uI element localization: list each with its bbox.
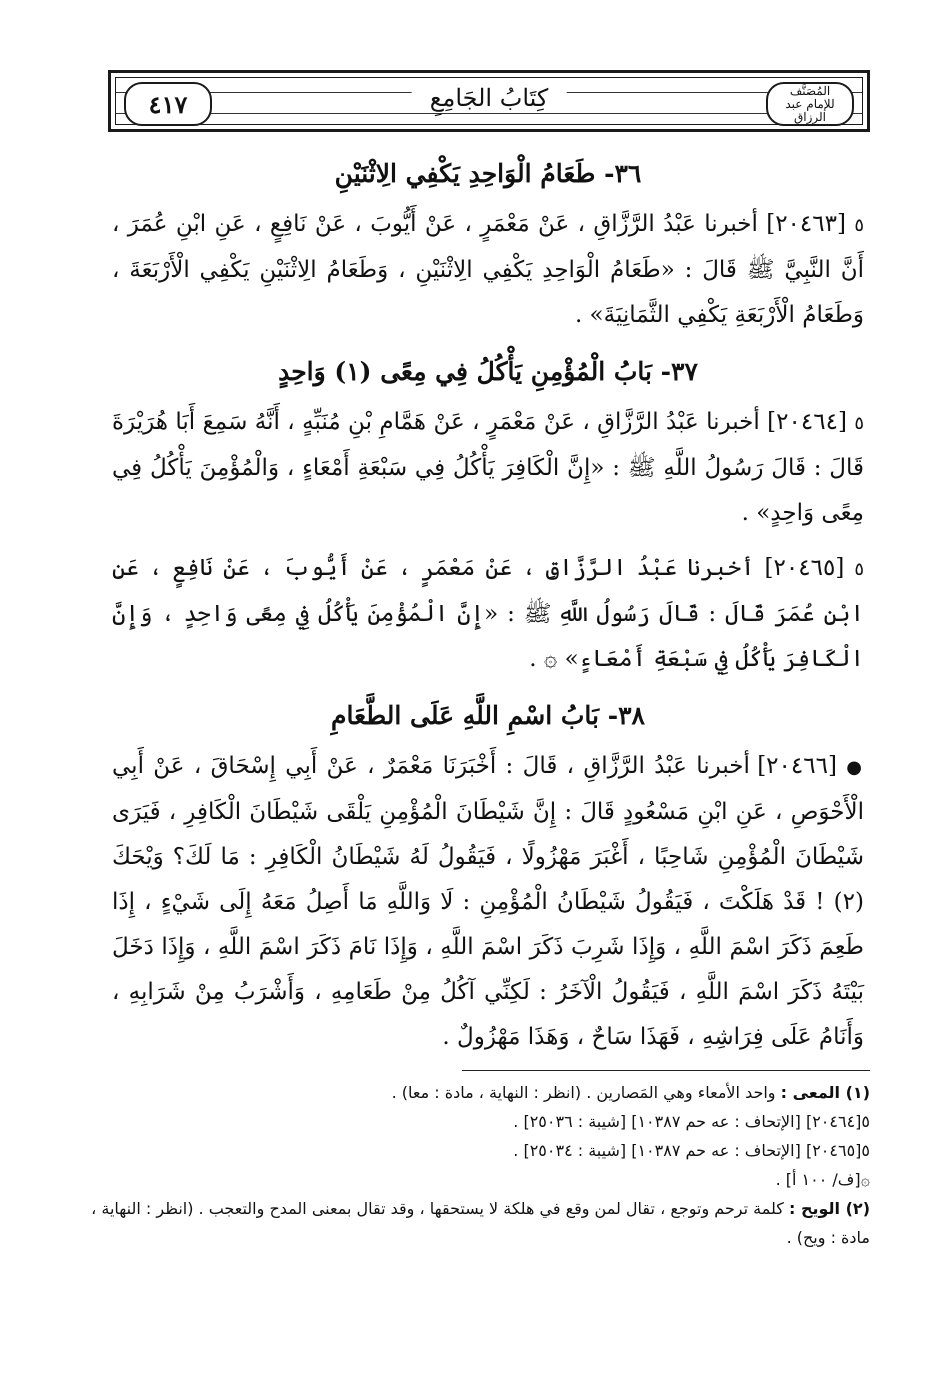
publisher-logo (766, 82, 854, 126)
footnote (90, 1194, 870, 1252)
page-number: ٤١٧ (148, 89, 188, 119)
hadith-text: [٢٠٤٦٦] أخبرنا عَبْدُ الرَّزَّاقِ ، قَالَ : أَخْبَرَنَا مَعْمَرٌ ، عَنْ أَبِي إِسْحَاقَ ، عَنْ أَبِي الْأَحْوَصِ ، عَنِ ابْنِ مَسْعُودٍ قَالَ : إِنَّ شَيْطَانَ الْمُؤْمِنِ يَلْقَى شَيْطَانَ الْكَافِرِ ، فَيَرَى شَيْطَانَ الْمُؤْمِنِ شَاحِبًا ، أَغْبَرَ مَهْزُولًا ، فَيَقُولُ لَهُ شَيْطَانُ الْكَافِرِ : مَا لَكَ؟ وَيْحَكَ (٢) ! قَدْ هَلَكْتَ ، فَيَقُولُ شَيْطَانُ الْمُؤْمِنِ : لَا وَاللَّهِ مَا أَصِلُ مَعَهُ إِلَى شَيْءٍ ، إِذَا طَعِمَ ذَكَرَ اسْمَ اللَّهِ ، وَإِذَا شَرِبَ ذَكَرَ اسْمَ اللَّهِ ، وَإِذَا نَامَ ذَكَرَ اسْمَ اللَّهِ ، وَإِذَا دَخَلَ بَيْتَهُ ذَكَرَ اسْمَ اللَّهِ ، فَيَقُولُ الْآخَرُ : لَكِنِّي آكُلُ مِنْ طَعَامِهِ ، وَأَشْرَبُ مِنْ شَرَابِهِ ، وَأَنَامُ عَلَى فِرَاشِهِ ، فَهَذَا سَاحٌ ، وَهَذَا مَهْزُولٌ . (112, 753, 864, 1050)
hadith-marker: ٥ (854, 215, 864, 236)
footnote (90, 1107, 870, 1136)
section-37 (112, 348, 864, 682)
hadith-paragraph (112, 202, 864, 338)
book-title: كِتَابُ الجَامِعِ (412, 84, 567, 112)
hadith-text: [٢٠٤٦٥] أخبرنا عَبْدُ الرَّزَّاقِ ، عَنْ مَعْمَرٍ ، عَنْ أَيُّوبَ ، عَنْ نَافِعٍ ، عَنِ ابْنِ عُمَرَ قَالَ : قَالَ رَسُولُ اللَّهِ ﷺ : «إِنَّ الْمُؤْمِنَ يَأْكُلُ فِي مِعًى وَاحِدٍ ، وَإِنَّ الْكَافِرَ يَأْكُلُ فِي سَبْعَةِ أَمْعَاءٍ» ۞ . (112, 555, 864, 672)
hadith-marker: ٥ (854, 413, 864, 434)
hadith-text: [٢٠٤٦٣] أخبرنا عَبْدُ الرَّزَّاقِ ، عَنْ مَعْمَرٍ ، عَنْ أَيُّوبَ ، عَنْ نَافِعٍ ، عَنِ ابْنِ عُمَرَ ، أَنَّ النَّبِيَّ ﷺ قَالَ : «طَعَامُ الْوَاحِدِ يَكْفِي الِاثْنَيْنِ ، وَطَعَامُ الِاثْنَيْنِ يَكْفِي الْأَرْبَعَةَ ، وَطَعَامُ الْأَرْبَعَةِ يَكْفِي الثَّمَانِيَةَ» . (112, 211, 864, 328)
footnote (90, 1136, 870, 1165)
hadith-marker: ٥ (854, 559, 865, 580)
section-heading: ٣٧- بَابُ الْمُؤْمِنِ يَأْكُلُ فِي مِعًى (١) وَاحِدٍ (278, 357, 698, 386)
footnote-separator (462, 1070, 870, 1071)
footnote-text: واحد الأمعاء وهي المَصارين . (انظر : النهاية ، مادة : معا) . (391, 1083, 776, 1102)
section-heading: ٣٦- طَعَامُ الْوَاحِدِ يَكْفِي الِاثْنَيْنِ (334, 159, 642, 188)
hadith-paragraph (112, 400, 864, 536)
page-number-plate (124, 82, 212, 126)
footnote-text: ٥[٢٠٤٦٤] [الإتحاف : عه حم ١٠٣٨٧] [شيبة : ٢٥٠٣٦] . (513, 1112, 870, 1131)
section-heading: ٣٨- بَابُ اسْمِ اللَّهِ عَلَى الطَّعَامِ (331, 701, 645, 730)
footnote-text: كلمة ترحم وتوجع ، تقال لمن وقع في هلكة لا يستحقها ، وقد تقال بمعنى المدح والتعجب . (انظر : النهاية ، مادة : ويح) . (91, 1199, 870, 1247)
page-header (108, 70, 870, 132)
footnotes (90, 1078, 870, 1252)
publisher-logo-line1: المُصَنَّف (789, 83, 831, 98)
publisher-logo-line2: للإمام عبد الرزاق (785, 96, 835, 124)
footnote (90, 1078, 870, 1107)
footnote (90, 1165, 870, 1194)
footnote-text: ٥[٢٠٤٦٥] [الإتحاف : عه حم ١٠٣٨٧] [شيبة : ٢٥٠٣٤] . (513, 1141, 870, 1160)
section-38 (112, 692, 864, 1060)
section-36 (112, 150, 864, 338)
footnote-text: ۞[ف/ ١٠٠ أ] . (775, 1170, 870, 1189)
hadith-paragraph (112, 744, 864, 1060)
footnote-label: (١) المعى : (780, 1083, 870, 1102)
header-frame (115, 77, 863, 125)
hadith-paragraph (112, 546, 864, 682)
hadith-text: [٢٠٤٦٤] أخبرنا عَبْدُ الرَّزَّاقِ ، عَنْ مَعْمَرٍ ، عَنْ هَمَّامِ بْنِ مُنَبِّهٍ ، أَنَّهُ سَمِعَ أَبَا هُرَيْرَةَ قَالَ : قَالَ رَسُولُ اللَّهِ ﷺ : «إِنَّ الْكَافِرَ يَأْكُلُ فِي سَبْعَةِ أَمْعَاءٍ ، وَالْمُؤْمِنَ يَأْكُلُ فِي مِعًى وَاحِدٍ» . (112, 409, 864, 526)
hadith-marker: ● (846, 757, 864, 778)
footnote-label: (٢) الويح : (789, 1199, 870, 1218)
main-text (112, 150, 864, 1070)
